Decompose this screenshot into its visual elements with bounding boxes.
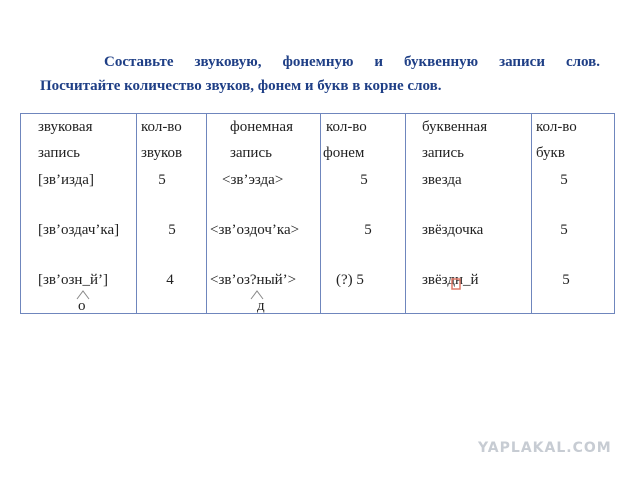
table-cell-phoneme-count: 5 [360,172,368,188]
table-cell-phoneme: <зв’оздоч’ка> [210,222,300,238]
transcription-table [20,113,615,313]
header-letter-count: букв [536,145,565,161]
table-cell-phoneme-count: (?) 5 [336,272,364,288]
table-cell-sound-count: 4 [166,272,174,288]
table-cell-phoneme-count: 5 [364,222,372,238]
table-cell-letter-count: 5 [562,272,570,288]
phoneme-variant-note: д [257,298,265,314]
table-cell-phoneme: <зв’оз?ный’> [210,272,297,288]
table-cell-letters: звезда [422,172,462,188]
task-line-2: Посчитайте количество звуков, фонем и букв в корне слов. [40,78,442,94]
header-sound-count: звуков [141,145,183,161]
alternation-marks [20,113,615,313]
table-bottom-border [20,313,615,314]
task-instructions [40,50,600,98]
table-cell-letter-count: 5 [560,222,568,238]
table-cell-sound: [зв’озн_й’] [38,272,108,288]
header-sound-record: звуковая [38,119,93,135]
header-phoneme-record: запись [230,145,272,161]
table-cell-letters: звёздн_й [422,272,479,288]
table-cell-sound-count: 5 [158,172,166,188]
header-sound-count: кол-во [141,119,182,135]
table-cell-sound: [зв’изда] [38,172,94,188]
table-cell-letters: звёздочка [422,222,484,238]
highlight-box [452,279,460,289]
header-phoneme-count: фонем [323,145,365,161]
header-letter-count: кол-во [536,119,577,135]
header-phoneme-count: кол-во [326,119,367,135]
task-line-1: Составьте звуковую, фонемную и буквенную записи слов. [104,54,600,70]
table-cell-sound: [зв’оздач’ка] [38,222,120,238]
header-sound-record: запись [38,145,80,161]
header-letter-record: буквенная [422,119,488,135]
header-phoneme-record: фонемная [230,119,293,135]
table-cell-sound-count: 5 [168,222,176,238]
header-letter-record: запись [422,145,464,161]
table-cell-letter-count: 5 [560,172,568,188]
sound-variant-note: о [78,298,86,314]
table-cell-phoneme: <зв’эзда> [222,172,284,188]
watermark: YAPLAKAL.COM [478,440,612,456]
